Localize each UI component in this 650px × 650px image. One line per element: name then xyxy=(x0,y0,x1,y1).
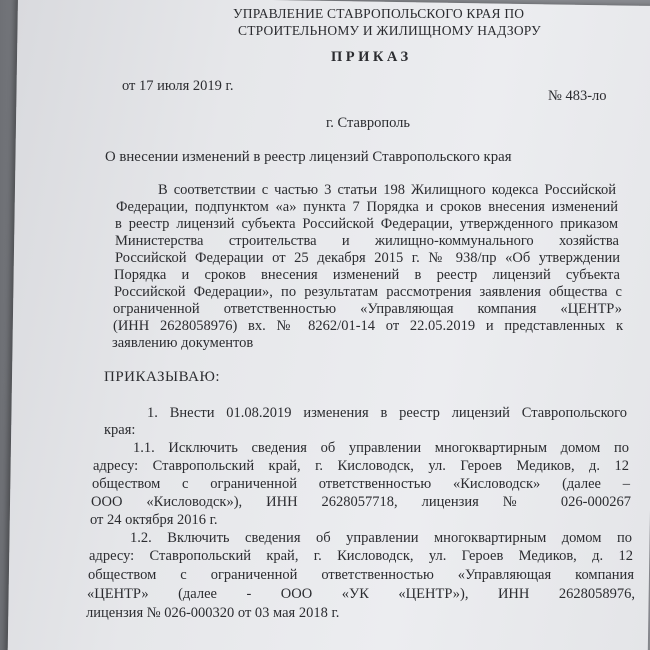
item-line: обществом с ограниченной ответственностью «Управляющая компания xyxy=(88,567,634,583)
document-title: ПРИКАЗ xyxy=(331,49,412,65)
item-line: обществом с ограниченной ответственностью «Кисловодск» (далее – xyxy=(92,476,630,492)
item-line: края: xyxy=(104,422,136,438)
item-line: 1.1. Исключить сведения об управлении многоквартирным домом по xyxy=(133,440,629,456)
document-subject: О внесении изменений в реестр лицензий Ставропольского края xyxy=(105,149,512,165)
item-line: 1.2. Включить сведения об управлении многоквартирным домом по xyxy=(130,530,632,546)
preamble-line: (ИНН 2628058976) вх. № 8262/01-14 от 22.05.2019 и представленных к xyxy=(113,318,623,334)
authority-line-2: СТРОИТЕЛЬНОМУ И ЖИЛИЩНОМУ НАДЗОРУ xyxy=(238,23,541,38)
item-line: адресу: Ставропольский край, г. Кисловодск, ул. Героев Медиков, д. 12 xyxy=(89,548,633,564)
preamble-line: ограниченной ответственностью «Управляющая компания «ЦЕНТР» xyxy=(113,301,622,317)
order-word: ПРИКАЗЫВАЮ: xyxy=(104,369,221,385)
authority-line-1: УПРАВЛЕНИЕ СТАВРОПОЛЬСКОГО КРАЯ ПО xyxy=(233,6,525,21)
document-number: № 483-ло xyxy=(548,88,607,104)
document-date: от 17 июля 2019 г. xyxy=(122,78,234,94)
item-line: 1. Внести 01.08.2019 изменения в реестр лицензий Ставропольского xyxy=(147,405,627,421)
preamble-line: в реестр лицензий субъекта Российской Федерации, утвержденного приказом xyxy=(115,216,618,232)
preamble-line: Российской Федерации от 25 декабря 2015 г. № 938/пр «Об утверждении xyxy=(115,250,620,266)
item-line: ООО «Кисловодск»), ИНН 2628057718, лицензия № 026-000267 xyxy=(91,494,631,510)
item-line: адресу: Ставропольский край, г. Кисловодск, ул. Героев Медиков, д. 12 xyxy=(93,458,629,474)
preamble-line: Министерства строительства и жилищно-коммунального хозяйства xyxy=(115,233,619,249)
preamble-line: Порядка и сроков внесения изменений в реестр лицензий субъекта xyxy=(114,267,620,283)
item-line: «ЦЕНТР» (далее - ООО «УК «ЦЕНТР»), ИНН 2628058976, xyxy=(87,586,635,602)
preamble-line: Федерации, подпунктом «а» пункта 7 Порядка и сроков внесения изменений xyxy=(116,199,618,215)
item-line: от 24 октября 2016 г. xyxy=(90,512,218,528)
preamble-line: В соответствии с частью 3 статьи 198 Жилищного кодекса Российской xyxy=(158,182,616,198)
item-line: лицензия № 026-000320 от 03 мая 2018 г. xyxy=(86,605,340,621)
document-city: г. Ставрополь xyxy=(326,115,411,131)
preamble-line: Российской Федерации», по результатам рассмотрения заявления общества с xyxy=(114,284,622,300)
preamble-line: заявлению документов xyxy=(112,335,254,351)
